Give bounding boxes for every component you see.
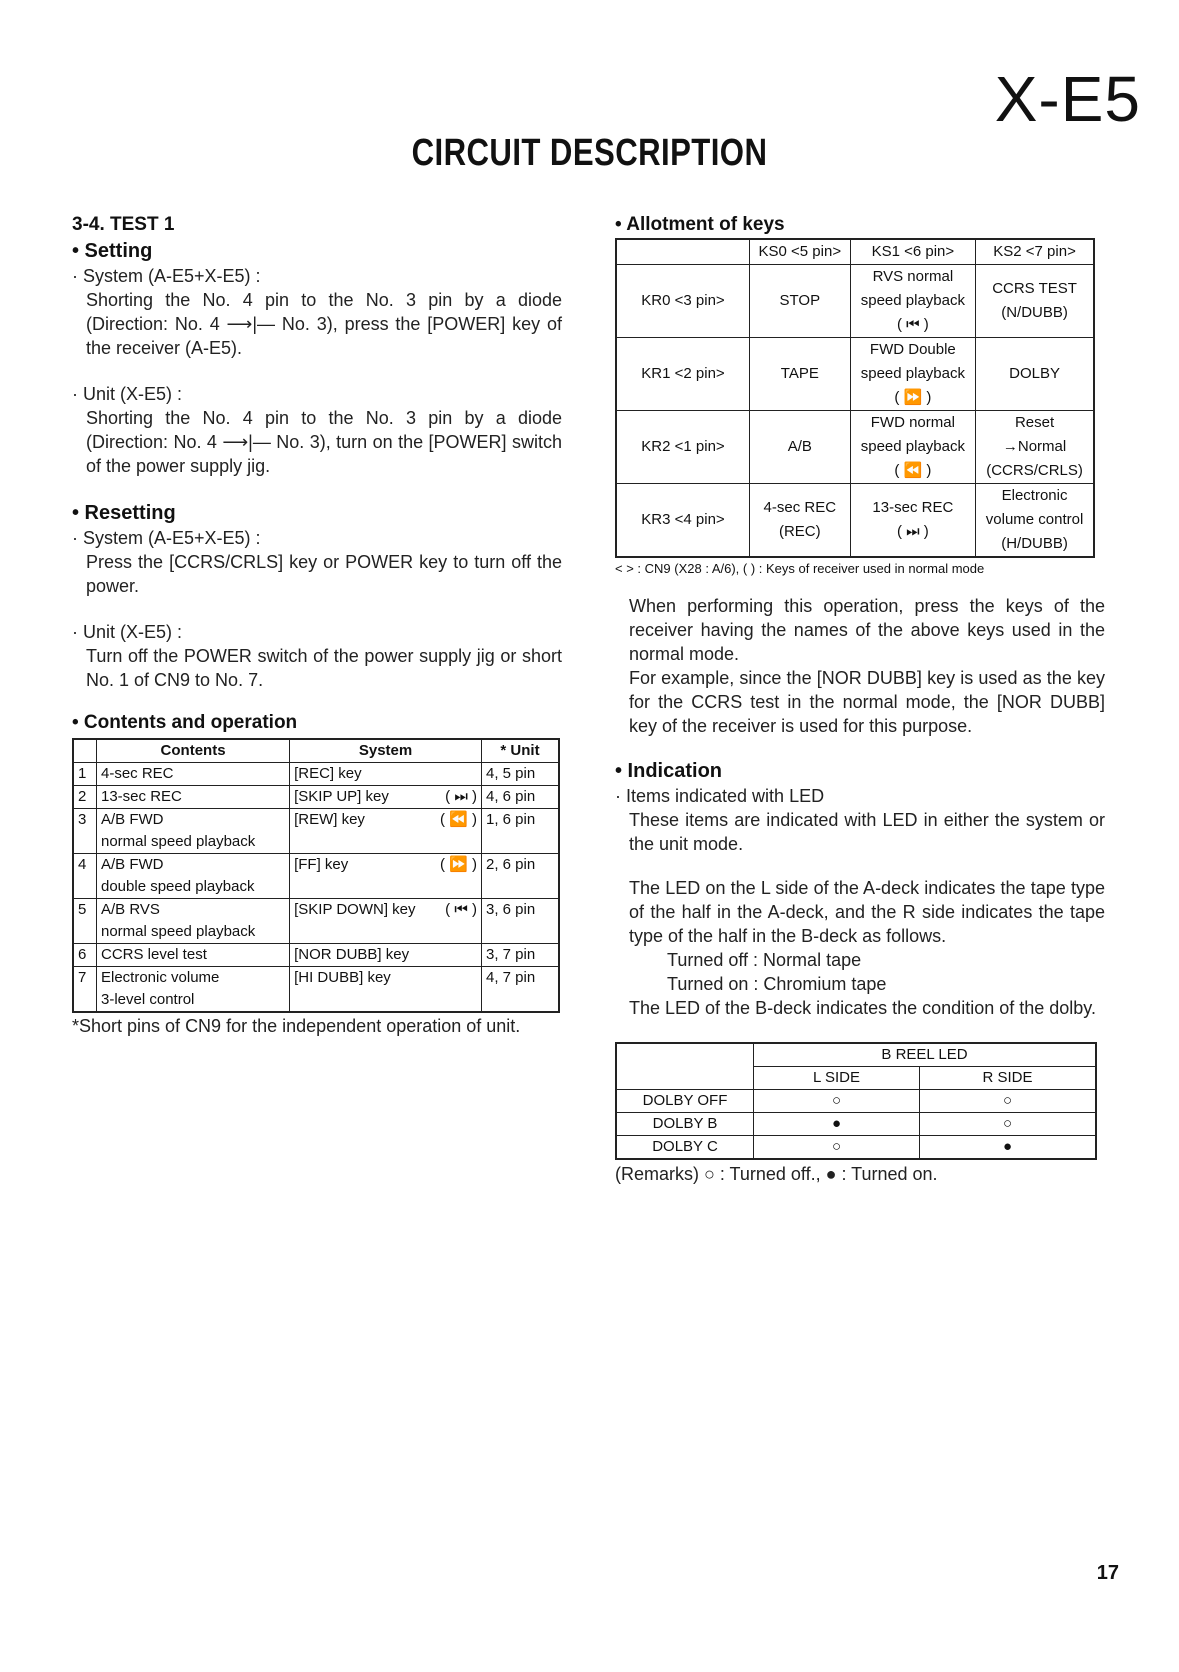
contents-table bbox=[72, 738, 560, 1013]
keys-cell-line: ( ⏪ ) bbox=[894, 462, 932, 479]
row-contents-line1: CCRS level test bbox=[101, 946, 207, 963]
reel-r-indicator: ○ bbox=[919, 1090, 1096, 1113]
section-title: 3-4. TEST 1 bbox=[72, 214, 175, 235]
setting-system-lead: · System (A-E5+X-E5) : bbox=[72, 266, 261, 286]
keys-cell-ks2 bbox=[976, 338, 1094, 411]
table-row bbox=[73, 967, 559, 1013]
row-system bbox=[290, 944, 482, 967]
setting-system-body: Shorting the No. 4 pin to the No. 3 pin by a diode (Direction: No. 4 ⟶|— No. 3), press the [POWER] key of the receiver (A-E5). bbox=[86, 290, 562, 358]
keys-cell-ks1 bbox=[850, 411, 976, 484]
reel-row-label: DOLBY OFF bbox=[616, 1090, 754, 1113]
table-row bbox=[73, 899, 559, 944]
row-contents bbox=[97, 967, 290, 1013]
row-unit: 2, 6 pin bbox=[482, 854, 560, 899]
led-paragraph: The LED on the L side of the A-deck indicates the tape type of the half in the A-deck, and the R side indicates the tape type of the half in the B-deck as follows. bbox=[629, 878, 1105, 946]
resetting-title: • Resetting bbox=[72, 502, 176, 524]
reel-row-label: DOLBY C bbox=[616, 1136, 754, 1160]
keys-cell-line: (CCRS/CRLS) bbox=[986, 462, 1083, 479]
setting-unit-lead: · Unit (X-E5) : bbox=[72, 384, 183, 404]
row-system-key: [REW] key bbox=[294, 811, 365, 828]
row-contents-line1: Electronic volume bbox=[101, 969, 220, 986]
contents-header-contents: Contents bbox=[97, 739, 290, 763]
row-number: 3 bbox=[73, 809, 97, 854]
reel-r-indicator: ● bbox=[919, 1136, 1096, 1160]
row-contents bbox=[97, 786, 290, 809]
keys-cell-line: ( ⏩ ) bbox=[894, 389, 932, 406]
keys-cell-line: ( ⏭ ) bbox=[896, 523, 929, 540]
table-row bbox=[73, 763, 559, 786]
keys-cell-line: (H/DUBB) bbox=[1001, 535, 1068, 552]
keys-cell-line: RVS normal bbox=[872, 268, 954, 285]
table-row bbox=[73, 786, 559, 809]
setting-title: • Setting bbox=[72, 240, 153, 262]
keys-row-header: KR0 <3 pin> bbox=[616, 265, 750, 338]
keys-cell-line: 13-sec REC bbox=[872, 499, 954, 516]
table-row bbox=[73, 854, 559, 899]
table-row bbox=[73, 809, 559, 854]
contents-header-no bbox=[73, 739, 97, 763]
paragraph-2: For example, since the [NOR DUBB] key is used as the key for the CCRS test in the normal mode, the [NOR DUBB] key of the receiver is used for this purpose. bbox=[629, 668, 1105, 736]
contents-header-system: System bbox=[290, 739, 482, 763]
right-column bbox=[615, 212, 1105, 1186]
row-system bbox=[290, 786, 482, 809]
row-system-key: [NOR DUBB] key bbox=[294, 946, 410, 963]
row-contents-line2: double speed playback bbox=[101, 878, 255, 895]
row-number: 5 bbox=[73, 899, 97, 944]
keys-row bbox=[616, 265, 1094, 338]
keys-title: • Allotment of keys bbox=[615, 214, 785, 235]
row-unit: 4, 7 pin bbox=[482, 967, 560, 1013]
keys-header-blank bbox=[616, 239, 750, 265]
keys-cell-line: speed playback bbox=[860, 292, 965, 309]
keys-cell-ks0 bbox=[750, 338, 851, 411]
keys-cell-line: TAPE bbox=[780, 365, 819, 382]
resetting-system bbox=[72, 526, 562, 598]
resetting-unit-body: Turn off the POWER switch of the power supply jig or short No. 1 of CN9 to No. 7. bbox=[86, 646, 562, 690]
row-contents-line2: normal speed playback bbox=[101, 923, 256, 940]
row-system-key: [HI DUBB] key bbox=[294, 969, 391, 986]
contents-footnote: *Short pins of CN9 for the independent operation of unit. bbox=[72, 1016, 521, 1036]
setting-system bbox=[72, 264, 562, 360]
row-contents-line2: normal speed playback bbox=[101, 833, 256, 850]
row-system-symbol: ( ⏭ ) bbox=[445, 788, 477, 805]
reel-led-table bbox=[615, 1042, 1097, 1160]
keys-row bbox=[616, 484, 1094, 558]
keys-header-ks0: KS0 <5 pin> bbox=[750, 239, 851, 265]
contents-title: • Contents and operation bbox=[72, 712, 298, 733]
reel-l-indicator: ○ bbox=[754, 1090, 920, 1113]
keys-cell-ks0 bbox=[750, 484, 851, 558]
row-number: 1 bbox=[73, 763, 97, 786]
row-system-key: [FF] key bbox=[294, 856, 349, 873]
page-number: 17 bbox=[1096, 1562, 1119, 1584]
row-system-symbol: ( ⏮ ) bbox=[445, 901, 477, 918]
setting-unit bbox=[72, 382, 562, 478]
keys-cell-line: CCRS TEST bbox=[992, 280, 1077, 297]
resetting-unit-lead: · Unit (X-E5) : bbox=[72, 622, 183, 642]
resetting-unit bbox=[72, 620, 562, 692]
resetting-system-body: Press the [CCRS/CRLS] key or POWER key to turn off the power. bbox=[86, 552, 562, 596]
keys-cell-ks1 bbox=[850, 484, 976, 558]
reel-l-indicator: ○ bbox=[754, 1136, 920, 1160]
keys-cell-line: ( ⏮ ) bbox=[896, 316, 929, 333]
row-contents bbox=[97, 899, 290, 944]
row-system-symbol: ( ⏩ ) bbox=[439, 856, 477, 873]
row-unit: 3, 6 pin bbox=[482, 899, 560, 944]
row-system-key: [SKIP UP] key bbox=[294, 788, 389, 805]
keys-cell-line: FWD normal bbox=[870, 414, 955, 431]
row-number: 6 bbox=[73, 944, 97, 967]
row-unit: 4, 6 pin bbox=[482, 786, 560, 809]
row-unit: 1, 6 pin bbox=[482, 809, 560, 854]
indication-body: These items are indicated with LED in either the system or the unit mode. bbox=[629, 810, 1105, 854]
reel-header-r-side: R SIDE bbox=[919, 1067, 1096, 1090]
left-column bbox=[72, 212, 562, 1038]
keys-cell-ks0 bbox=[750, 265, 851, 338]
row-system-key: [REC] key bbox=[294, 765, 362, 782]
row-system bbox=[290, 763, 482, 786]
row-contents-line1: A/B FWD bbox=[101, 856, 164, 873]
reel-row bbox=[616, 1090, 1096, 1113]
model-number: X-E5 bbox=[994, 63, 1141, 135]
keys-cell-ks1 bbox=[850, 338, 976, 411]
keys-cell-ks0 bbox=[750, 411, 851, 484]
keys-cell-line: Electronic bbox=[1001, 487, 1068, 504]
row-contents bbox=[97, 763, 290, 786]
row-unit: 4, 5 pin bbox=[482, 763, 560, 786]
row-contents bbox=[97, 809, 290, 854]
contents-header-unit: * Unit bbox=[482, 739, 560, 763]
row-contents-line2: 3-level control bbox=[101, 991, 195, 1008]
keys-cell-line: (REC) bbox=[778, 523, 821, 540]
keys-cell-line: speed playback bbox=[860, 438, 965, 455]
reel-remarks: (Remarks) ○ : Turned off., ● : Turned on. bbox=[615, 1164, 938, 1184]
row-number: 7 bbox=[73, 967, 97, 1013]
row-number: 4 bbox=[73, 854, 97, 899]
reel-header-blank bbox=[616, 1043, 754, 1090]
row-contents bbox=[97, 854, 290, 899]
keys-cell-line: Reset bbox=[1014, 414, 1055, 431]
row-system bbox=[290, 809, 482, 854]
row-system-symbol: ( ⏪ ) bbox=[439, 811, 477, 828]
keys-cell-line: STOP bbox=[779, 292, 821, 309]
row-system bbox=[290, 967, 482, 1013]
paragraph-1: When performing this operation, press the keys of the receiver having the names of the above keys used in the normal mode. bbox=[629, 596, 1105, 664]
reel-row bbox=[616, 1113, 1096, 1136]
keys-cell-ks2 bbox=[976, 265, 1094, 338]
turned-off-line: Turned off : Normal tape bbox=[667, 950, 862, 970]
row-system bbox=[290, 854, 482, 899]
resetting-system-lead: · System (A-E5+X-E5) : bbox=[72, 528, 261, 548]
keys-cell-line: 4-sec REC bbox=[763, 499, 837, 516]
keys-row bbox=[616, 338, 1094, 411]
reel-row bbox=[616, 1136, 1096, 1160]
keys-header-ks1: KS1 <6 pin> bbox=[850, 239, 976, 265]
keys-row-header: KR2 <1 pin> bbox=[616, 411, 750, 484]
table-row bbox=[73, 944, 559, 967]
keys-cell-line: (N/DUBB) bbox=[1001, 304, 1068, 321]
keys-cell-ks2 bbox=[976, 484, 1094, 558]
keys-header-ks2: KS2 <7 pin> bbox=[976, 239, 1094, 265]
keys-cell-line: DOLBY bbox=[1009, 365, 1060, 382]
keys-row-header: KR1 <2 pin> bbox=[616, 338, 750, 411]
indication-title: • Indication bbox=[615, 760, 723, 782]
reel-l-indicator: ● bbox=[754, 1113, 920, 1136]
keys-cell-ks1 bbox=[850, 265, 976, 338]
row-system bbox=[290, 899, 482, 944]
row-unit: 3, 7 pin bbox=[482, 944, 560, 967]
row-contents-line1: 4-sec REC bbox=[101, 765, 174, 782]
keys-cell-ks2 bbox=[976, 411, 1094, 484]
keys-cell-line: FWD Double bbox=[869, 341, 956, 358]
reel-row-label: DOLBY B bbox=[616, 1113, 754, 1136]
keys-cell-line: A/B bbox=[787, 438, 812, 455]
row-number: 2 bbox=[73, 786, 97, 809]
keys-row-header: KR3 <4 pin> bbox=[616, 484, 750, 558]
row-system-key: [SKIP DOWN] key bbox=[294, 901, 416, 918]
keys-cell-line: speed playback bbox=[860, 365, 965, 382]
setting-unit-body: Shorting the No. 4 pin to the No. 3 pin by a diode (Direction: No. 4 ⟶|— No. 3), turn on the [POWER] switch of the power supply jig. bbox=[86, 408, 562, 476]
row-contents-line1: 13-sec REC bbox=[101, 788, 182, 805]
keys-cell-line: →Normal bbox=[1002, 438, 1067, 455]
row-contents bbox=[97, 944, 290, 967]
keys-cell-line: volume control bbox=[985, 511, 1084, 528]
reel-r-indicator: ○ bbox=[919, 1113, 1096, 1136]
keys-table bbox=[615, 238, 1095, 558]
reel-header-group: B REEL LED bbox=[754, 1043, 1097, 1067]
keys-row bbox=[616, 411, 1094, 484]
indication-item bbox=[615, 784, 1105, 856]
row-contents-line1: A/B RVS bbox=[101, 901, 160, 918]
bdeck-paragraph: The LED of the B-deck indicates the condition of the dolby. bbox=[629, 998, 1096, 1018]
keys-note: < > : CN9 (X28 : A/6), ( ) : Keys of receiver used in normal mode bbox=[615, 561, 985, 576]
row-contents-line1: A/B FWD bbox=[101, 811, 164, 828]
page-title: CIRCUIT DESCRIPTION bbox=[411, 132, 768, 174]
reel-header-l-side: L SIDE bbox=[754, 1067, 920, 1090]
indication-lead: · Items indicated with LED bbox=[615, 786, 825, 806]
turned-on-line: Turned on : Chromium tape bbox=[667, 974, 887, 994]
